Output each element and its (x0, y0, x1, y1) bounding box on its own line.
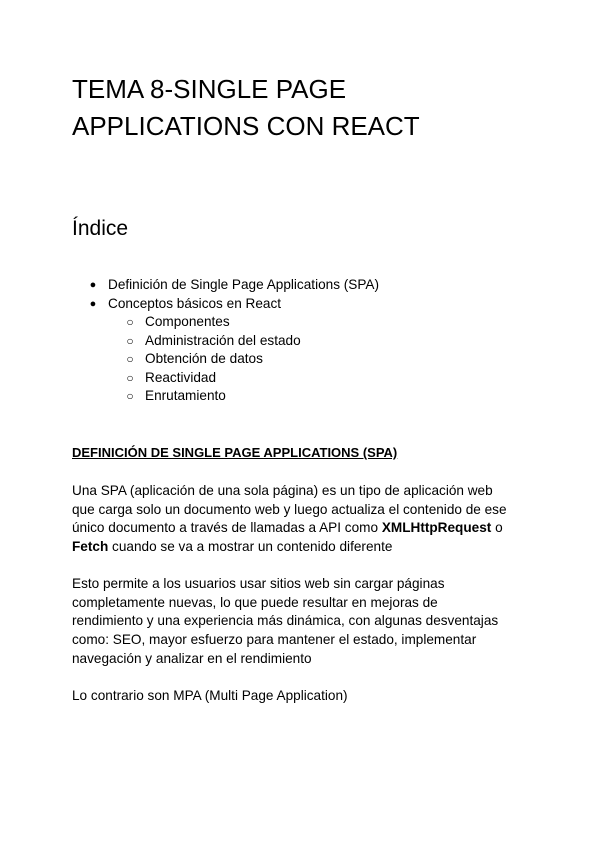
paragraph-line: Lo contrario son MPA (Multi Page Application) (72, 688, 348, 703)
paragraph-text: o (491, 520, 503, 536)
toc-subitem-estado: Administración del estado (145, 332, 301, 348)
paragraph-text: único documento a través de llamadas a API como (72, 520, 382, 536)
paragraph-line: navegación y analizar en el rendimiento (72, 650, 312, 666)
toc-subitem-reactividad: Reactividad (145, 369, 217, 385)
bullet-circle-icon: ○ (126, 389, 134, 403)
page-title (72, 71, 542, 145)
bullet-circle-icon: ○ (126, 352, 134, 366)
paragraph-line (72, 538, 532, 557)
paragraph-spa-definition (72, 482, 532, 557)
bullet-circle-icon: ○ (126, 333, 134, 348)
paragraph-line: que carga solo un documento web y luego actualiza el contenido de ese (72, 501, 507, 517)
paragraph-line (72, 519, 532, 538)
toc-item-react-basics: Conceptos básicos en React (108, 295, 282, 311)
bullet-circle-icon: ○ (126, 370, 134, 385)
toc-subitem-datos: Obtención de datos (145, 351, 263, 366)
paragraph-line: como: SEO, mayor esfuerzo para mantener el estado, implementar (72, 632, 477, 648)
bullet-disc-icon: ● (89, 297, 97, 310)
section-heading-spa: DEFINICIÓN DE SINGLE PAGE APPLICATIONS (SPA) (72, 445, 398, 460)
title-line-1: TEMA 8-SINGLE PAGE (72, 74, 347, 104)
bullet-disc-icon: ● (89, 279, 97, 291)
paragraph-mpa (72, 687, 532, 706)
title-line-2: APPLICATIONS CON REACT (72, 111, 420, 141)
paragraph-line: completamente nuevas, lo que puede resultar en mejoras de (72, 594, 438, 610)
bullet-circle-icon: ○ (126, 315, 134, 329)
paragraph-line: Esto permite a los usuarios usar sitios web sin cargar páginas (72, 576, 445, 591)
fetch-term: Fetch (72, 539, 109, 555)
paragraph-spa-benefits (72, 575, 532, 669)
toc-subitem-componentes: Componentes (145, 314, 230, 329)
paragraph-text: cuando se va a mostrar un contenido diferente (108, 539, 393, 555)
xmlhttprequest-term: XMLHttpRequest (381, 520, 492, 536)
paragraph-line: Una SPA (aplicación de una sola página) es un tipo de aplicación web (72, 483, 493, 498)
toc-subitem-enrutamiento: Enrutamiento (145, 388, 226, 403)
index-heading: Índice (72, 217, 129, 240)
toc-item-spa: Definición de Single Page Applications (SPA) (108, 277, 380, 292)
paragraph-line: rendimiento y una experiencia más dinámica, con algunas desventajas (72, 613, 499, 629)
